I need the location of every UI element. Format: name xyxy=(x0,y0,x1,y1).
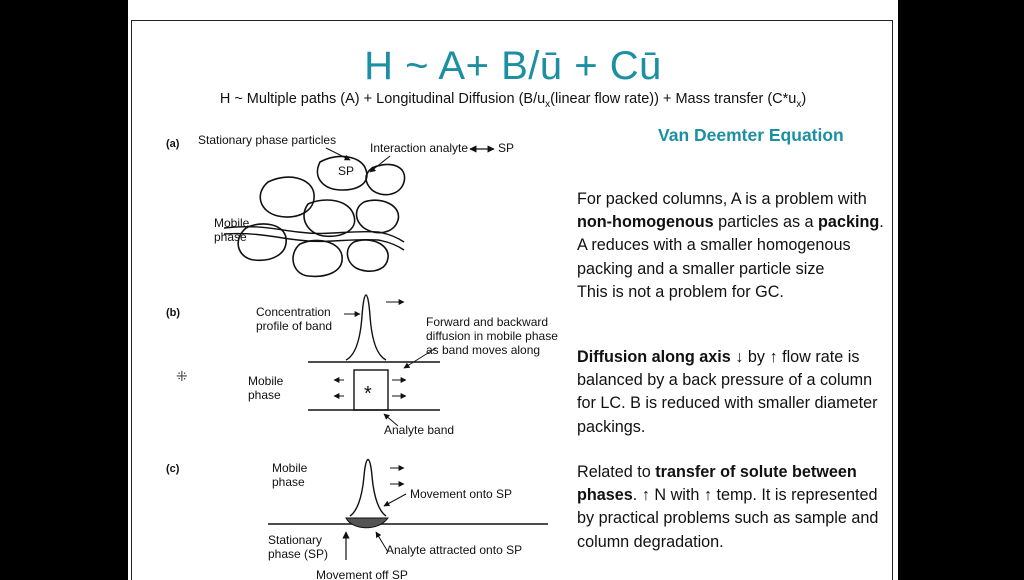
panel-a-letter: (a) xyxy=(166,138,180,150)
forward-pointer xyxy=(404,348,436,368)
slide-title: H ~ A+ B/ū + Cū xyxy=(364,44,662,88)
particle xyxy=(366,164,405,194)
panel-b-phase-label: phase xyxy=(248,388,281,402)
interaction-sp-label: SP xyxy=(498,141,515,155)
particle xyxy=(293,240,342,276)
panel-b-mobile-label: Mobile xyxy=(248,374,284,388)
particle xyxy=(347,240,388,271)
forward-label-1: Forward and backward xyxy=(426,315,549,329)
movement-onto-label: Movement onto SP xyxy=(410,487,513,501)
particles-group xyxy=(238,156,404,276)
concentration-label-2: profile of band xyxy=(256,319,333,333)
analyte-band-label: Analyte band xyxy=(384,423,455,437)
subtitle-subscript: x xyxy=(796,98,802,110)
adsorbed-analyte xyxy=(346,518,388,528)
text-run: . ↑ N with ↑ temp. It is represented by practical problems such as sample and column degradation. xyxy=(577,486,879,551)
paragraph-diffusion xyxy=(577,346,895,439)
paragraph-mass-transfer xyxy=(577,461,895,554)
mass-transfer-peak xyxy=(350,460,386,517)
paragraph-packed-columns xyxy=(577,188,895,304)
interaction-label: Interaction analyte xyxy=(370,141,469,155)
subtitle-part: ) xyxy=(801,91,807,107)
attracted-label: Analyte attracted onto SP xyxy=(386,543,523,557)
text-run: particles as a xyxy=(713,213,819,232)
stationary-particles-label: Stationary phase particles xyxy=(198,133,337,147)
concentration-label-1: Concentration xyxy=(256,305,331,319)
panel-c-phase-label: phase xyxy=(272,475,305,489)
subtitle-subscript: x xyxy=(545,98,551,110)
sp-particle-label: SP xyxy=(338,164,355,178)
text-run: This is not a problem for GC. xyxy=(577,282,784,301)
text-run-bold: Diffusion along axis xyxy=(577,348,731,366)
panel-c-mobile-label: Mobile xyxy=(272,461,308,475)
text-run: . A reduces with a smaller homogenous packing and a smaller particle size xyxy=(577,213,884,278)
subtitle-part: (linear flow rate)) + Mass transfer (C*u xyxy=(550,91,797,107)
panel-c-letter: (c) xyxy=(166,463,180,475)
movement-onto-pointer xyxy=(384,494,406,506)
slide-subtitle xyxy=(128,91,898,110)
particle xyxy=(260,177,314,217)
forward-label-3: as band moves along xyxy=(426,343,541,357)
slide xyxy=(128,0,898,580)
panel-a-mobile-label: Mobile xyxy=(214,216,250,230)
van-deemter-label: Van Deemter Equation xyxy=(658,125,844,145)
movement-off-label: Movement off SP xyxy=(316,568,408,580)
text-run: For packed columns, A is a problem with xyxy=(577,190,867,208)
crosshair-cursor-icon: ⁜ xyxy=(176,368,188,384)
panel-a-phase-label: phase xyxy=(214,230,247,244)
text-run-bold: non-homogenous xyxy=(577,213,714,232)
text-run-bold: transfer of solute between phases xyxy=(577,463,857,505)
stationary-label-1: Stationary xyxy=(268,533,323,547)
particle xyxy=(357,200,399,232)
analyte-star-icon: * xyxy=(364,383,372,405)
band-broadening-diagram xyxy=(128,120,573,580)
forward-label-2: diffusion in mobile phase xyxy=(426,329,558,343)
subtitle-part: H ~ Multiple paths (A) + Longitudinal Diffusion (B/u xyxy=(219,91,546,107)
stationary-label-2: phase (SP) xyxy=(268,547,329,561)
text-run-bold: packing xyxy=(818,213,880,232)
text-run: Related to xyxy=(577,463,656,481)
panel-b-letter: (b) xyxy=(166,307,181,319)
text-run: ↓ by ↑ flow rate is balanced by a back pressure of a column for LC. B is reduced with smaller diameter packings. xyxy=(577,348,878,436)
concentration-peak xyxy=(346,295,386,360)
